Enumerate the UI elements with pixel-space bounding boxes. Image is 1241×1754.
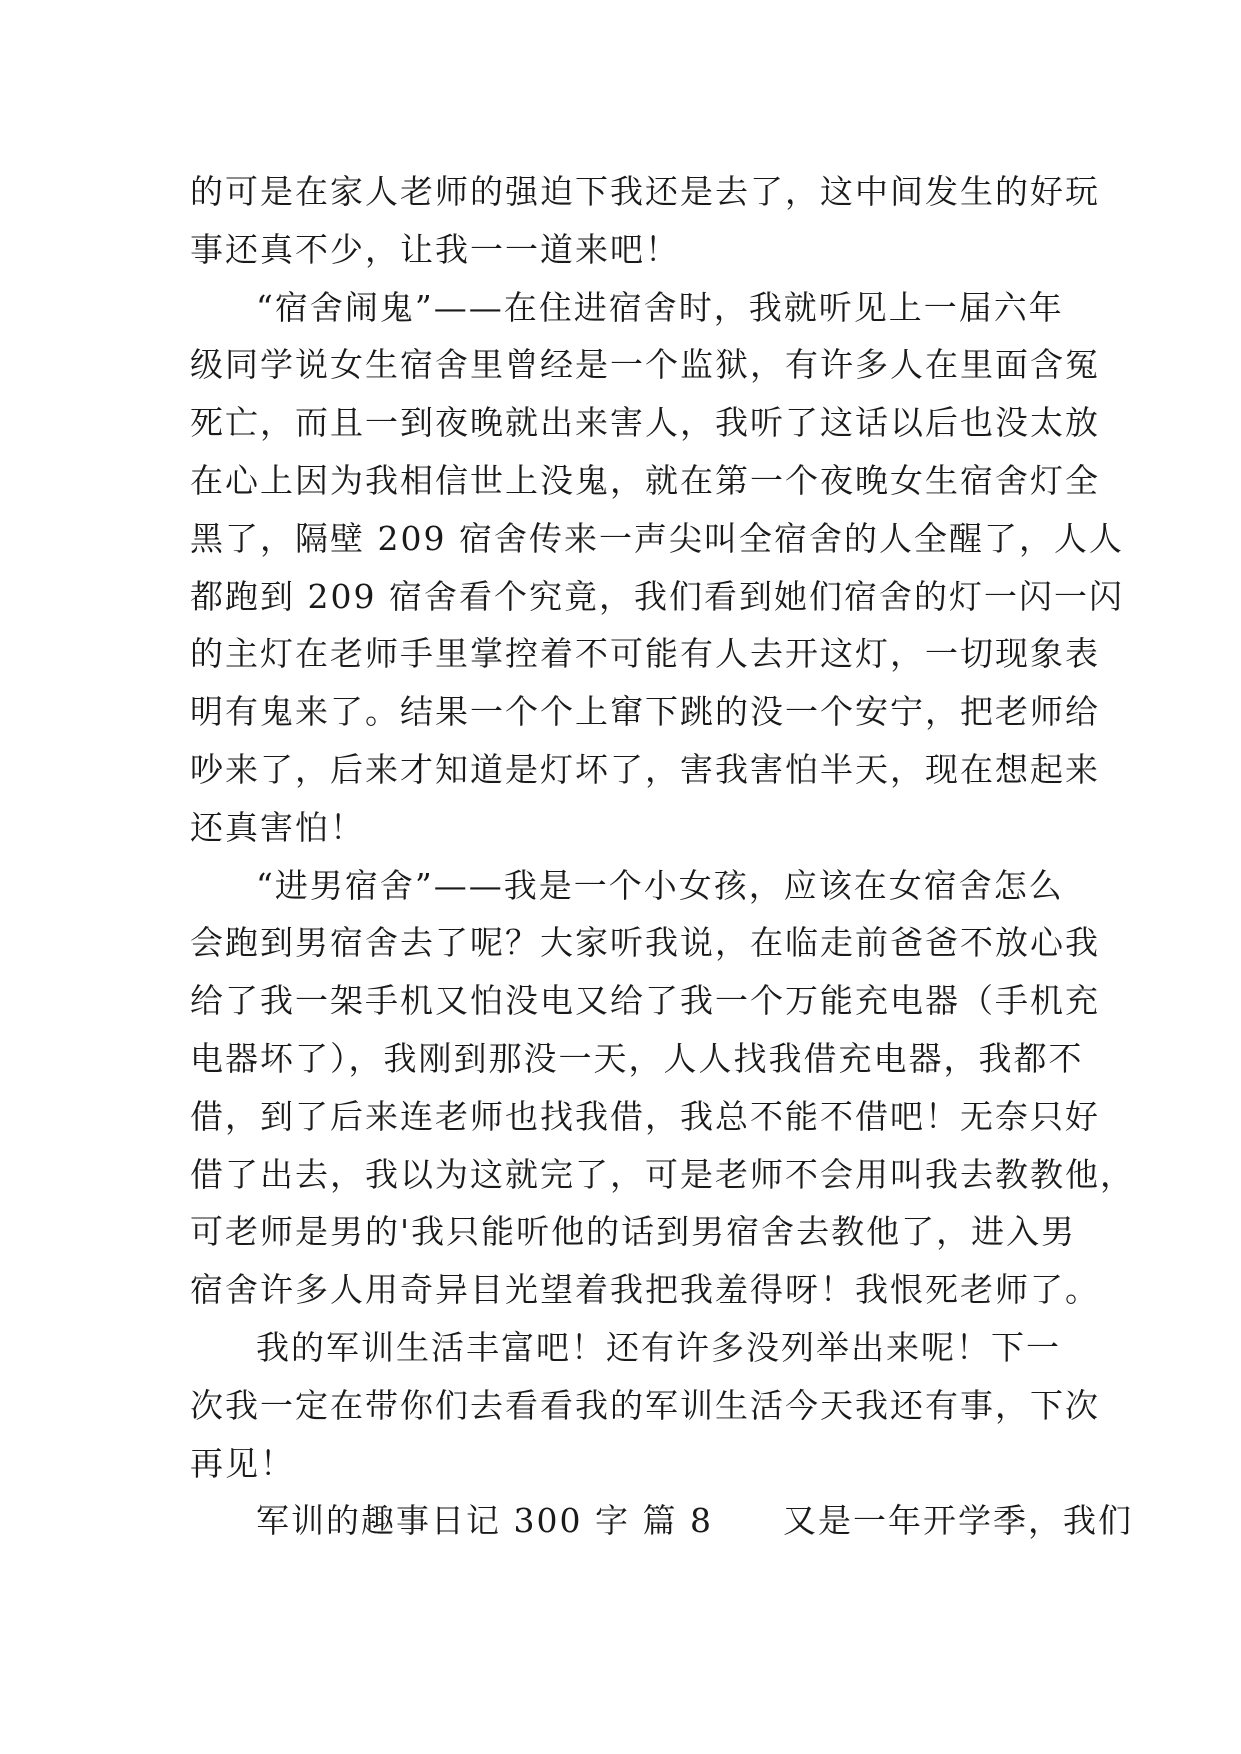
- text-line: 事还真不少，让我一一道来吧！: [190, 229, 680, 269]
- text-line: 借，到了后来连老师也找我借，我总不能不借吧！无奈只好: [190, 1096, 1100, 1136]
- text-line: 吵来了，后来才知道是灯坏了，害我害怕半天，现在想起来: [190, 749, 1100, 789]
- text-line: 明有鬼来了。结果一个个上窜下跳的没一个安宁，把老师给: [190, 692, 1100, 732]
- section-heading-line: 军训的趣事日记 300 字 篇 8 又是一年开学季，我们: [256, 1501, 1133, 1541]
- text-line: 可老师是男的'我只能听他的话到男宿舍去教他了，进入男: [190, 1212, 1077, 1252]
- text-line: 级同学说女生宿舍里曾经是一个监狱，有许多人在里面含冤: [190, 345, 1100, 385]
- text-line: 死亡，而且一到夜晚就出来害人，我听了这话以后也没太放: [190, 403, 1100, 443]
- text-line: 会跑到男宿舍去了呢？大家听我说，在临走前爸爸不放心我: [190, 923, 1100, 963]
- text-line: 的可是在家人老师的强迫下我还是去了，这中间发生的好玩: [190, 172, 1100, 211]
- paragraph-start-line: “进男宿舍”——我是一个小女孩，应该在女宿舍怎么: [256, 865, 1064, 905]
- text-line: 宿舍许多人用奇异目光望着我把我羞得呀！我恨死老师了。: [190, 1270, 1100, 1310]
- paragraph-start-line: 我的军训生活丰富吧！还有许多没列举出来呢！下一: [256, 1327, 1061, 1367]
- text-line: 电器坏了），我刚到那没一天，人人找我借充电器，我都不: [190, 1038, 1084, 1078]
- paragraph-start-line: “宿舍闹鬼”——在住进宿舍时，我就听见上一届六年: [256, 287, 1064, 327]
- text-line: 次我一定在带你们去看看我的军训生活今天我还有事，下次: [190, 1385, 1100, 1425]
- text-line: 给了我一架手机又怕没电又给了我一个万能充电器（手机充: [190, 981, 1100, 1021]
- text-line: 黑了，隔壁 209 宿舍传来一声尖叫全宿舍的人全醒了，人人: [190, 518, 1124, 558]
- text-line: 的主灯在老师手里掌控着不可能有人去开这灯，一切现象表: [190, 634, 1100, 674]
- document-body: [190, 163, 1135, 1550]
- text-line: 在心上因为我相信世上没鬼，就在第一个夜晚女生宿舍灯全: [190, 460, 1100, 500]
- text-line: 还真害怕！: [190, 807, 365, 847]
- text-line: 再见！: [190, 1443, 295, 1483]
- text-line: 都跑到 209 宿舍看个究竟，我们看到她们宿舍的灯一闪一闪: [190, 576, 1124, 616]
- text-line: 借了出去，我以为这就完了，可是老师不会用叫我去教教他，: [190, 1154, 1135, 1194]
